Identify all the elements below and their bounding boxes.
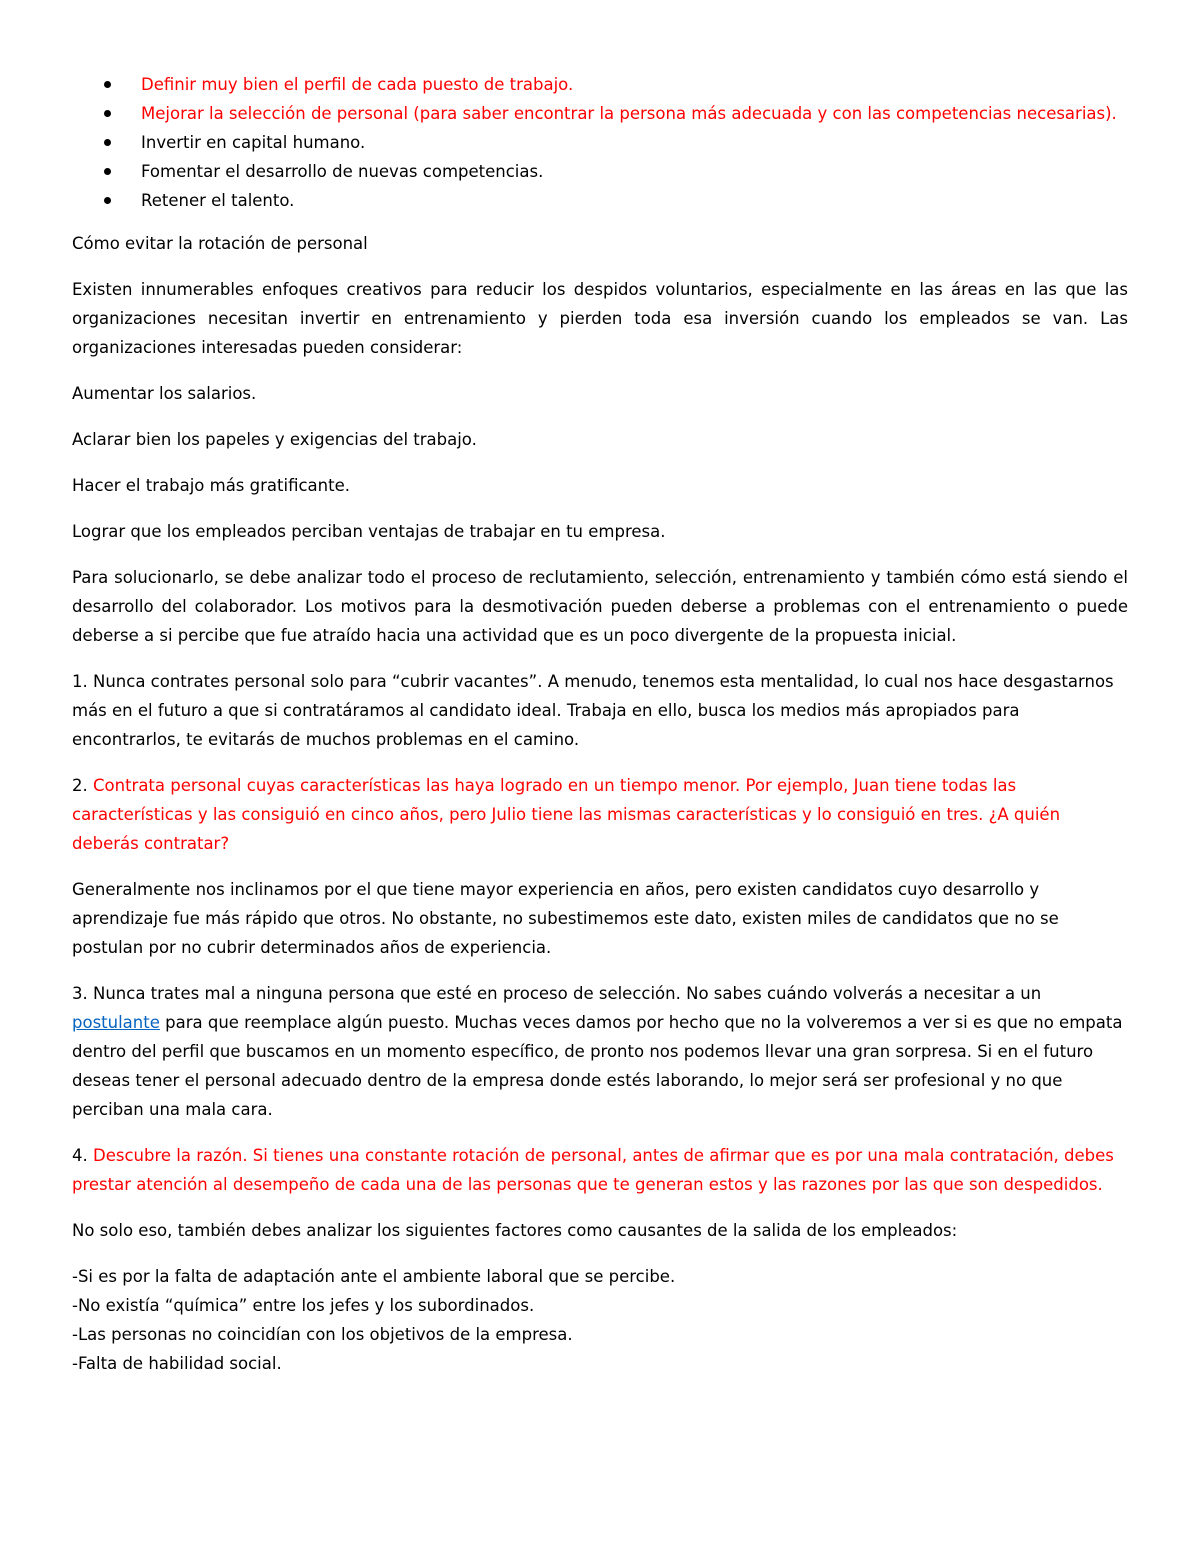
point-2-paragraph bbox=[72, 771, 1128, 858]
factors-list bbox=[72, 1262, 1128, 1378]
point-4-text: Descubre la razón. Si tienes una constante rotación de personal, antes de afirmar que es por una mala contratación, debes prestar atención al desempeño de cada una de las personas que te generan estos y las razones por las que son despedidos. bbox=[72, 1146, 1114, 1194]
factor-item: -Si es por la falta de adaptación ante el ambiente laboral que se percibe. bbox=[72, 1267, 676, 1286]
option-item: Aumentar los salarios. bbox=[72, 384, 257, 403]
solution-paragraph: Para solucionarlo, se debe analizar todo el proceso de reclutamiento, selección, entrenamiento y también cómo está siendo el desarrollo del colaborador. Los motivos para la desmotivación pueden deberse a problemas con el entrenamiento o puede deberse a si percibe que fue atraído hacia una actividad que es un poco divergente de la propuesta inicial. bbox=[72, 568, 1128, 645]
bullet-item bbox=[72, 70, 1128, 99]
point-2-number: 2. bbox=[72, 776, 88, 795]
point-2-note: Generalmente nos inclinamos por el que tiene mayor experiencia en años, pero existen candidatos cuyo desarrollo y aprendizaje fue más rápido que otros. No obstante, no subestimemos este dato, existen miles de candidatos que no se postulan por no cubrir determinados años de experiencia. bbox=[72, 880, 1059, 957]
option-item: Lograr que los empleados perciban ventajas de trabajar en tu empresa. bbox=[72, 522, 666, 541]
bullet-dot-icon bbox=[104, 139, 111, 146]
bullet-text: Definir muy bien el perfil de cada puesto de trabajo. bbox=[141, 75, 574, 94]
bullet-item bbox=[72, 128, 1128, 157]
bullet-text: Invertir en capital humano. bbox=[141, 133, 366, 152]
bullet-item bbox=[72, 186, 1128, 215]
point-2-text: Contrata personal cuyas características las haya logrado en un tiempo menor. Por ejemplo, Juan tiene todas las características y las consiguió en cinco años, pero Julio tiene las mismas características y lo consiguió en tres. ¿A quién deberás contratar? bbox=[72, 776, 1061, 853]
bullet-dot-icon bbox=[104, 168, 111, 175]
bullet-item bbox=[72, 99, 1128, 128]
point-1-text: Nunca contrates personal solo para “cubrir vacantes”. A menudo, tenemos esta mentalidad, lo cual nos hace desgastarnos más en el futuro a que si contratáramos al candidato ideal. Trabaja en ello, busca los medios más apropiados para encontrarlos, te evitarás de muchos problemas en el camino. bbox=[72, 672, 1114, 749]
section-heading: Cómo evitar la rotación de personal bbox=[72, 234, 368, 253]
bullet-text: Mejorar la selección de personal (para saber encontrar la persona más adecuada y con las competencias necesarias). bbox=[141, 104, 1117, 123]
bullet-text: Retener el talento. bbox=[141, 191, 295, 210]
point-4-number: 4. bbox=[72, 1146, 88, 1165]
point-3-number: 3. bbox=[72, 984, 88, 1003]
point-3-text-before: Nunca trates mal a ninguna persona que esté en proceso de selección. No sabes cuándo volverás a necesitar a un bbox=[87, 984, 1042, 1003]
bullet-item bbox=[72, 157, 1128, 186]
bullet-text: Fomentar el desarrollo de nuevas competencias. bbox=[141, 162, 544, 181]
bullet-list bbox=[72, 70, 1128, 215]
factors-intro: No solo eso, también debes analizar los siguientes factores como causantes de la salida de los empleados: bbox=[72, 1221, 958, 1240]
postulante-link[interactable]: postulante bbox=[72, 1013, 160, 1032]
bullet-dot-icon bbox=[104, 110, 111, 117]
option-item: Hacer el trabajo más gratificante. bbox=[72, 476, 350, 495]
point-1-paragraph bbox=[72, 667, 1128, 754]
factor-item: -No existía “química” entre los jefes y los subordinados. bbox=[72, 1296, 535, 1315]
factor-item: -Falta de habilidad social. bbox=[72, 1354, 282, 1373]
point-1-number: 1. bbox=[72, 672, 88, 691]
option-item: Aclarar bien los papeles y exigencias del trabajo. bbox=[72, 430, 477, 449]
factor-item: -Las personas no coincidían con los objetivos de la empresa. bbox=[72, 1325, 573, 1344]
bullet-dot-icon bbox=[104, 81, 111, 88]
point-3-text-after: para que reemplace algún puesto. Muchas veces damos por hecho que no la volveremos a ver si es que no empata dentro del perfil que buscamos en un momento específico, de pronto nos podemos llevar una gran sorpresa. Si en el futuro deseas tener el personal adecuado dentro de la empresa donde estés laborando, lo mejor será ser profesional y no que perciban una mala cara. bbox=[72, 1013, 1123, 1119]
bullet-dot-icon bbox=[104, 197, 111, 204]
document-page bbox=[72, 70, 1128, 1378]
point-4-paragraph bbox=[72, 1141, 1128, 1199]
intro-paragraph: Existen innumerables enfoques creativos para reducir los despidos voluntarios, especialmente en las áreas en las que las organizaciones necesitan invertir en entrenamiento y pierden toda esa inversión cuando los empleados se van. Las organizaciones interesadas pueden considerar: bbox=[72, 280, 1128, 357]
point-3-paragraph bbox=[72, 979, 1128, 1124]
